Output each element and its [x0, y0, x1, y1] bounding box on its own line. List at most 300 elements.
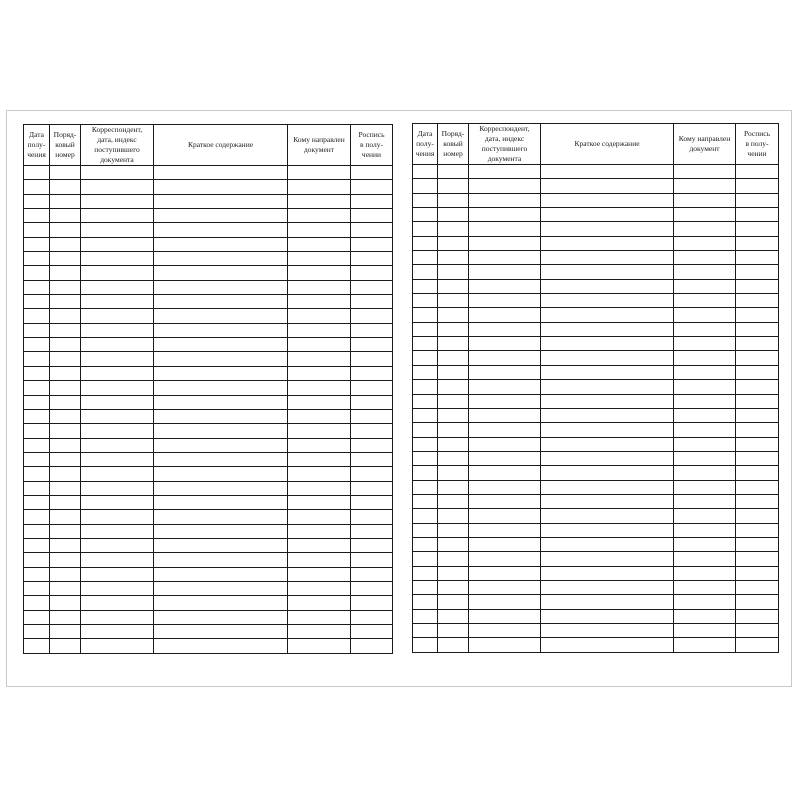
correspondent-cell [469, 609, 541, 623]
table-row [413, 552, 779, 566]
correspondent-cell [469, 624, 541, 638]
signature-cell [736, 251, 779, 265]
date-cell [413, 165, 438, 179]
summary-cell [541, 380, 674, 394]
summary-cell [541, 365, 674, 379]
summary-cell [541, 408, 674, 422]
recipient-cell [674, 408, 736, 422]
signature-cell [736, 193, 779, 207]
summary-cell [541, 251, 674, 265]
correspondent-cell [81, 395, 154, 409]
summary-cell [541, 451, 674, 465]
number-cell [50, 467, 81, 481]
signature-cell [736, 523, 779, 537]
recipient-cell [674, 308, 736, 322]
number-cell [50, 166, 81, 180]
recipient-cell [288, 280, 351, 294]
date-cell [24, 323, 50, 337]
table-row [24, 381, 393, 395]
correspondent-cell [469, 294, 541, 308]
number-cell [50, 252, 81, 266]
recipient-cell [674, 466, 736, 480]
recipient-cell [674, 294, 736, 308]
date-cell [413, 394, 438, 408]
signature-cell [736, 580, 779, 594]
signature-cell [736, 394, 779, 408]
signature-cell [736, 566, 779, 580]
summary-cell [154, 567, 288, 581]
summary-cell [154, 596, 288, 610]
correspondent-cell [469, 523, 541, 537]
signature-cell [351, 438, 393, 452]
number-cell [438, 566, 469, 580]
correspondent-cell [469, 552, 541, 566]
correspondent-cell [81, 323, 154, 337]
signature-cell [351, 467, 393, 481]
recipient-cell [674, 365, 736, 379]
summary-cell [541, 394, 674, 408]
signature-cell [736, 537, 779, 551]
recipient-cell [674, 624, 736, 638]
table-row [24, 538, 393, 552]
correspondent-cell [469, 494, 541, 508]
table-row [413, 179, 779, 193]
date-cell [413, 523, 438, 537]
signature-cell [736, 294, 779, 308]
correspondent-cell [469, 394, 541, 408]
recipient-cell [674, 523, 736, 537]
date-cell [413, 308, 438, 322]
signature-cell [736, 423, 779, 437]
summary-cell [541, 480, 674, 494]
correspondent-cell [81, 610, 154, 624]
recipient-cell [288, 381, 351, 395]
signature-cell [351, 538, 393, 552]
correspondent-cell [469, 451, 541, 465]
col-header-signature: Роспись в полу- чении [736, 124, 779, 165]
summary-cell [154, 553, 288, 567]
recipient-cell [674, 451, 736, 465]
recipient-cell [288, 366, 351, 380]
table-row [413, 208, 779, 222]
table-row [413, 351, 779, 365]
correspondent-cell [81, 223, 154, 237]
summary-cell [541, 523, 674, 537]
date-cell [24, 223, 50, 237]
correspondent-cell [81, 581, 154, 595]
number-cell [50, 237, 81, 251]
correspondent-cell [81, 366, 154, 380]
correspondent-cell [469, 509, 541, 523]
summary-cell [154, 438, 288, 452]
signature-cell [736, 179, 779, 193]
correspondent-cell [469, 337, 541, 351]
correspondent-cell [81, 567, 154, 581]
correspondent-cell [81, 237, 154, 251]
correspondent-cell [469, 179, 541, 193]
correspondent-cell [81, 510, 154, 524]
signature-cell [351, 553, 393, 567]
summary-cell [154, 209, 288, 223]
table-row [24, 567, 393, 581]
signature-cell [351, 639, 393, 653]
date-cell [24, 237, 50, 251]
table-row [24, 409, 393, 423]
col-header-signature: Роспись в полу- чении [351, 125, 393, 166]
number-cell [50, 510, 81, 524]
signature-cell [351, 524, 393, 538]
summary-cell [541, 566, 674, 580]
number-cell [50, 524, 81, 538]
table-row [413, 494, 779, 508]
number-cell [438, 580, 469, 594]
recipient-cell [674, 337, 736, 351]
date-cell [24, 581, 50, 595]
table-row [24, 610, 393, 624]
correspondent-cell [469, 193, 541, 207]
col-header-summary: Краткое содержание [541, 124, 674, 165]
date-cell [24, 409, 50, 423]
signature-cell [736, 466, 779, 480]
signature-cell [736, 208, 779, 222]
date-cell [413, 595, 438, 609]
recipient-cell [674, 480, 736, 494]
date-cell [24, 309, 50, 323]
number-cell [438, 380, 469, 394]
number-cell [438, 423, 469, 437]
table-row [24, 209, 393, 223]
summary-cell [154, 424, 288, 438]
date-cell [413, 265, 438, 279]
table-row [413, 437, 779, 451]
signature-cell [736, 609, 779, 623]
number-cell [438, 322, 469, 336]
date-cell [413, 279, 438, 293]
number-cell [50, 309, 81, 323]
signature-cell [736, 365, 779, 379]
signature-cell [736, 380, 779, 394]
recipient-cell [288, 567, 351, 581]
table-row [24, 266, 393, 280]
summary-cell [541, 322, 674, 336]
recipient-cell [288, 596, 351, 610]
table-row [413, 251, 779, 265]
number-cell [438, 624, 469, 638]
table-row [24, 338, 393, 352]
summary-cell [541, 552, 674, 566]
date-cell [413, 609, 438, 623]
date-cell [24, 639, 50, 653]
summary-cell [541, 466, 674, 480]
correspondent-cell [81, 438, 154, 452]
number-cell [438, 265, 469, 279]
recipient-cell [674, 552, 736, 566]
summary-cell [541, 179, 674, 193]
summary-cell [154, 524, 288, 538]
signature-cell [351, 510, 393, 524]
recipient-cell [674, 236, 736, 250]
date-cell [24, 481, 50, 495]
correspondent-cell [81, 309, 154, 323]
table-row [413, 537, 779, 551]
signature-cell [351, 366, 393, 380]
date-cell [24, 424, 50, 438]
right-page-table [412, 123, 779, 653]
number-cell [50, 481, 81, 495]
recipient-cell [288, 467, 351, 481]
correspondent-cell [81, 481, 154, 495]
recipient-cell [288, 237, 351, 251]
date-cell [413, 451, 438, 465]
recipient-cell [288, 295, 351, 309]
summary-cell [154, 252, 288, 266]
signature-cell [736, 236, 779, 250]
date-cell [413, 580, 438, 594]
correspondent-cell [469, 251, 541, 265]
summary-cell [154, 639, 288, 653]
signature-cell [351, 596, 393, 610]
recipient-cell [674, 394, 736, 408]
table-row [413, 480, 779, 494]
number-cell [438, 193, 469, 207]
signature-cell [351, 309, 393, 323]
recipient-cell [288, 180, 351, 194]
summary-cell [154, 366, 288, 380]
table-row [24, 352, 393, 366]
signature-cell [351, 567, 393, 581]
date-cell [413, 408, 438, 422]
table-row [24, 295, 393, 309]
number-cell [438, 595, 469, 609]
recipient-cell [674, 279, 736, 293]
signature-cell [351, 295, 393, 309]
date-cell [413, 251, 438, 265]
summary-cell [541, 208, 674, 222]
summary-cell [154, 610, 288, 624]
recipient-cell [674, 580, 736, 594]
table-row [413, 308, 779, 322]
date-cell [24, 194, 50, 208]
number-cell [50, 180, 81, 194]
signature-cell [736, 337, 779, 351]
recipient-cell [288, 266, 351, 280]
table-row [24, 323, 393, 337]
table-row [24, 467, 393, 481]
number-cell [50, 323, 81, 337]
summary-cell [154, 295, 288, 309]
date-cell [413, 437, 438, 451]
number-cell [438, 294, 469, 308]
summary-cell [154, 467, 288, 481]
correspondent-cell [81, 295, 154, 309]
col-header-number: Поряд- ковый номер [438, 124, 469, 165]
date-cell [24, 352, 50, 366]
date-cell [413, 222, 438, 236]
number-cell [50, 395, 81, 409]
number-cell [438, 337, 469, 351]
number-cell [50, 424, 81, 438]
date-cell [24, 280, 50, 294]
date-cell [413, 337, 438, 351]
date-cell [24, 209, 50, 223]
number-cell [438, 437, 469, 451]
recipient-cell [674, 351, 736, 365]
table-row [24, 309, 393, 323]
signature-cell [736, 265, 779, 279]
correspondent-cell [81, 452, 154, 466]
table-row [413, 566, 779, 580]
number-cell [50, 495, 81, 509]
number-cell [438, 552, 469, 566]
date-cell [24, 438, 50, 452]
correspondent-cell [469, 466, 541, 480]
number-cell [438, 394, 469, 408]
recipient-cell [288, 323, 351, 337]
number-cell [438, 494, 469, 508]
signature-cell [736, 552, 779, 566]
date-cell [24, 524, 50, 538]
date-cell [413, 494, 438, 508]
summary-cell [154, 452, 288, 466]
signature-cell [736, 222, 779, 236]
number-cell [438, 279, 469, 293]
date-cell [24, 252, 50, 266]
header-row [24, 125, 393, 166]
table-row [413, 193, 779, 207]
table-row [24, 596, 393, 610]
signature-cell [351, 209, 393, 223]
number-cell [50, 567, 81, 581]
recipient-cell [674, 179, 736, 193]
number-cell [438, 638, 469, 652]
summary-cell [154, 309, 288, 323]
number-cell [50, 266, 81, 280]
recipient-cell [288, 352, 351, 366]
summary-cell [154, 323, 288, 337]
number-cell [438, 351, 469, 365]
signature-cell [736, 480, 779, 494]
number-cell [438, 308, 469, 322]
col-header-recipient: Кому направлен документ [288, 125, 351, 166]
signature-cell [351, 395, 393, 409]
number-cell [50, 295, 81, 309]
correspondent-cell [81, 495, 154, 509]
correspondent-cell [469, 165, 541, 179]
table-row [413, 638, 779, 652]
signature-cell [736, 595, 779, 609]
signature-cell [736, 509, 779, 523]
number-cell [438, 179, 469, 193]
correspondent-cell [81, 381, 154, 395]
correspondent-cell [81, 424, 154, 438]
correspondent-cell [81, 252, 154, 266]
signature-cell [351, 252, 393, 266]
table-row [24, 625, 393, 639]
recipient-cell [288, 481, 351, 495]
date-cell [24, 596, 50, 610]
date-cell [413, 351, 438, 365]
recipient-cell [288, 338, 351, 352]
recipient-cell [288, 223, 351, 237]
signature-cell [351, 323, 393, 337]
recipient-cell [674, 322, 736, 336]
summary-cell [154, 538, 288, 552]
date-cell [413, 208, 438, 222]
correspondent-cell [81, 352, 154, 366]
summary-cell [154, 625, 288, 639]
signature-cell [736, 322, 779, 336]
signature-cell [736, 451, 779, 465]
correspondent-cell [469, 537, 541, 551]
signature-cell [736, 351, 779, 365]
table-row [413, 423, 779, 437]
recipient-cell [674, 208, 736, 222]
number-cell [438, 408, 469, 422]
date-cell [24, 495, 50, 509]
number-cell [50, 625, 81, 639]
number-cell [50, 381, 81, 395]
number-cell [438, 480, 469, 494]
col-header-date: Дата полу- чения [413, 124, 438, 165]
date-cell [413, 236, 438, 250]
table-row [24, 194, 393, 208]
summary-cell [541, 580, 674, 594]
number-cell [50, 338, 81, 352]
number-cell [50, 438, 81, 452]
signature-cell [351, 266, 393, 280]
date-cell [24, 567, 50, 581]
number-cell [438, 451, 469, 465]
number-cell [438, 208, 469, 222]
correspondent-cell [469, 222, 541, 236]
recipient-cell [288, 309, 351, 323]
table-row [413, 165, 779, 179]
recipient-cell [674, 566, 736, 580]
recipient-cell [288, 538, 351, 552]
recipient-cell [288, 395, 351, 409]
date-cell [24, 295, 50, 309]
summary-cell [154, 481, 288, 495]
date-cell [24, 510, 50, 524]
summary-cell [154, 166, 288, 180]
summary-cell [541, 638, 674, 652]
signature-cell [736, 408, 779, 422]
number-cell [50, 409, 81, 423]
table-row [24, 452, 393, 466]
date-cell [24, 166, 50, 180]
date-cell [24, 338, 50, 352]
correspondent-cell [469, 265, 541, 279]
date-cell [24, 610, 50, 624]
signature-cell [736, 165, 779, 179]
signature-cell [351, 352, 393, 366]
table-row [413, 509, 779, 523]
signature-cell [351, 338, 393, 352]
date-cell [24, 180, 50, 194]
date-cell [413, 552, 438, 566]
table-row [24, 366, 393, 380]
summary-cell [154, 581, 288, 595]
table-row [413, 337, 779, 351]
correspondent-cell [81, 266, 154, 280]
table-row [413, 322, 779, 336]
table-row [24, 237, 393, 251]
recipient-cell [674, 437, 736, 451]
correspondent-cell [469, 480, 541, 494]
table-row [413, 265, 779, 279]
recipient-cell [674, 494, 736, 508]
summary-cell [541, 279, 674, 293]
